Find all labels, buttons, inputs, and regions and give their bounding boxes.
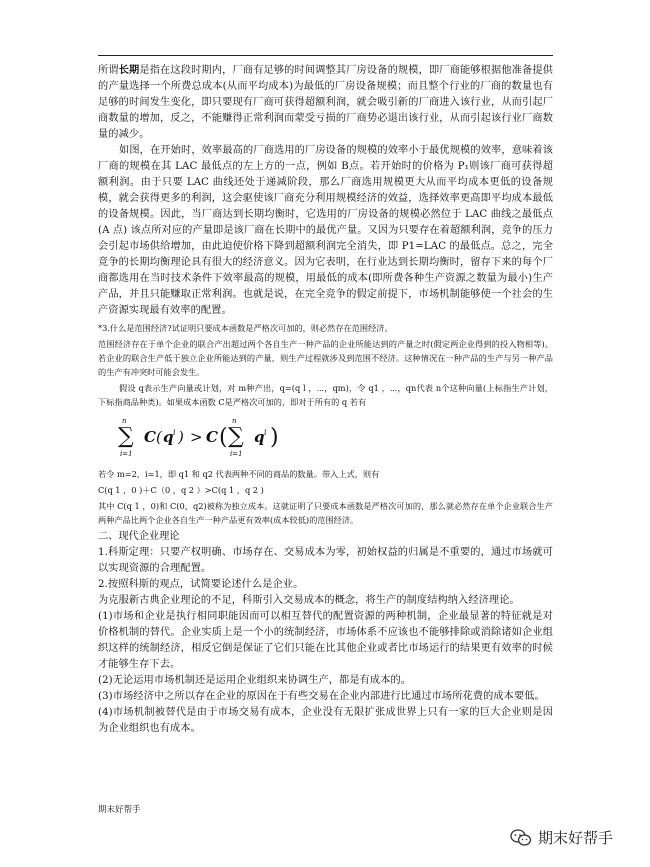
document-body (98, 62, 553, 737)
answer-firm-point-2: (2)无论运用市场机制还是运用企业组织来协调生产，都是有成本的。 (98, 675, 412, 686)
term-long-run: 长期 (118, 64, 140, 76)
watermark (510, 827, 613, 848)
question-3: *3.什么是范围经济?试证明只要成本函数是严格次可加的，则必然存在范围经济。 (98, 323, 393, 333)
answer-firm-intro: 为克服新古典企业理论的不足，科斯引入交易成本的概念，将生产的制度结构纳入经济理论。 (98, 595, 520, 606)
svg-text:i=1: i=1 (120, 450, 133, 458)
svg-text:): ) (270, 425, 279, 450)
answer-3-definition: 范围经济存在于单个企业的联合产出超过两个各自生产一种产品的企业所能达到的产量之时(假定两企业得到的投入物相等)。若企业的联合生产低于独立企业所能达到的产量，则生产过程就涉及到范围不经济。这种情况在一种产品的生产与另一种产品的生产有冲突时可能会发生。 (98, 339, 553, 377)
svg-text:q: q (254, 428, 265, 446)
svg-text:(: ( (156, 428, 162, 446)
answer-3-substitute: 若令 m=2，i=1，即 q1 和 q2 代表两种不同的商品的数量。带入上式，则有 (98, 469, 380, 479)
text: 所谓 (98, 65, 119, 76)
svg-text:(: ( (219, 425, 228, 450)
coase-theorem: 1.科斯定理：只要产权明确、市场存在、交易成本为零，初始权益的归属是不重要的，通过市场就可以实现资源的合理配置。 (98, 547, 553, 574)
svg-text:C: C (144, 428, 156, 446)
svg-text:∑: ∑ (228, 424, 244, 449)
svg-text:C: C (206, 428, 218, 446)
section-heading-modern-firm: 二、现代企业理论 (98, 531, 180, 542)
answer-3-inequality: C(q 1 ，0 )＋C（0 ，q 2 ）>C(q 1 ，q 2 ) (98, 485, 264, 495)
watermark-text: 期末好帮手 (538, 829, 614, 847)
paragraph-long-run (98, 62, 553, 143)
text: 是指在这段时期内，厂商有足够的时间调整其厂房设备的规模，即厂商能够根据他准备提供的产量选择一个所费总成本(从而平均成本)为最低的厂房设备规模；而且整个行业的厂商的数量也有足够的时间发生变化，即只要现有厂商可获得超额利润，就会吸引新的厂商进入该行业，从而引起厂商数量的增加，反之，不能赚得正常利润而蒙受亏损的厂商势必退出该行业，从而引起该行业厂商数量的减少。 (98, 65, 553, 140)
answer-firm-point-1: (1)市场和企业是执行相同职能因而可以相互替代的配置资源的两种机制，企业最显著的特征就是对价格机制的替代。企业实质上是一个小的统制经济，市场体系不应该也不能够排除或消除诸如企业组织这样的统制经济，相反它倒是保证了它们只能在比其他企业或者比市场运行的结果更有效率的时候才能够生存下去。 (98, 611, 553, 670)
page-footer: 期末好帮手 (98, 805, 141, 815)
svg-text:i: i (173, 428, 176, 437)
svg-text:n: n (122, 417, 127, 425)
paragraph-figure-explain: 如图，在开始时，效率最高的厂商选用的厂房设备的规模的效率小于最优规模的效率，意味着该厂商的规模在其 LAC 最低点的左上方的一点，例如 B点。若开始时的价格为 P₁则该厂商可获得超额利润。由于只要 LAC 曲线还处于递减阶段，那么厂商选用规模更大从而平均成本更低的设备规模，就会获得更多的利润，这会驱使该厂商充分利用规模经济的效益，选择效率更高即平均成本最低的设备规模。因此，当厂商达到长期均衡时，它选用的厂房设备的规模必然位于 LAC 曲线之最低点(A 点) 该点所对应的产量即是该厂商在长期中的最优产量。又因为只要存在着超额利润，竞争的压力会引起市场供给增加，由此迫使价格下降到超额利润完全消失，即 P1=LAC 的最低点。总之，完全竞争的长期均衡理论具有很大的经济意义。因为它表明，在行业达到长期均衡时，留存下来的每个厂商都选用在当时技术条件下效率最高的规模，用最低的成本(即所费各种生产资源之数量为最小)生产产品，并且只能赚取正常利润。也就是说，在完全竞争的假定前提下，市场机制能够使一个社会的生产资源实现最有效率的配置。 (98, 145, 553, 316)
wechat-bubble-icon (510, 829, 532, 847)
answer-firm-point-3: (3)市场经济中之所以存在企业的原因在于有些交易在企业内部进行比通过市场所花费的成本要低。 (98, 691, 545, 702)
svg-text:i: i (264, 428, 267, 437)
svg-text:i=1: i=1 (230, 450, 243, 458)
svg-text:∑: ∑ (118, 424, 134, 449)
answer-firm-point-4: (4)市场机制被替代是由于市场交易有成本，企业没有无限扩张成世界上只有一家的巨大企业则是因为企业组织也有成本。 (98, 707, 553, 734)
svg-text:n: n (232, 417, 237, 425)
svg-text:>: > (190, 428, 203, 446)
svg-text:q: q (163, 428, 174, 446)
question-firm: 2.按照科斯的观点，试简要论述什么是企业。 (98, 579, 304, 590)
header-rule (98, 55, 553, 56)
svg-text:): ) (178, 428, 184, 446)
answer-3-conclusion: 其中 C(q 1 ，0)和 C(0，q2)被称为独立成本。这就证明了只要成本函数是严格次可加的，那么就必然存在单个企业联合生产两种产品比两个企业各自生产一种产品更有效率(成本较低)的范围经济。 (98, 501, 553, 525)
answer-3-assumption: 假设 q表示生产向量或计划，对 m种产出，q=(q l ，⋯，qm)，令 q1 ，⋯，qn代表 n个这种向量(上标指生产计划，下标指商品种类)。如果成本函数 C是严格次可加的，即对于所有的 q 若有 (98, 383, 553, 407)
subadditivity-formula (98, 413, 553, 463)
